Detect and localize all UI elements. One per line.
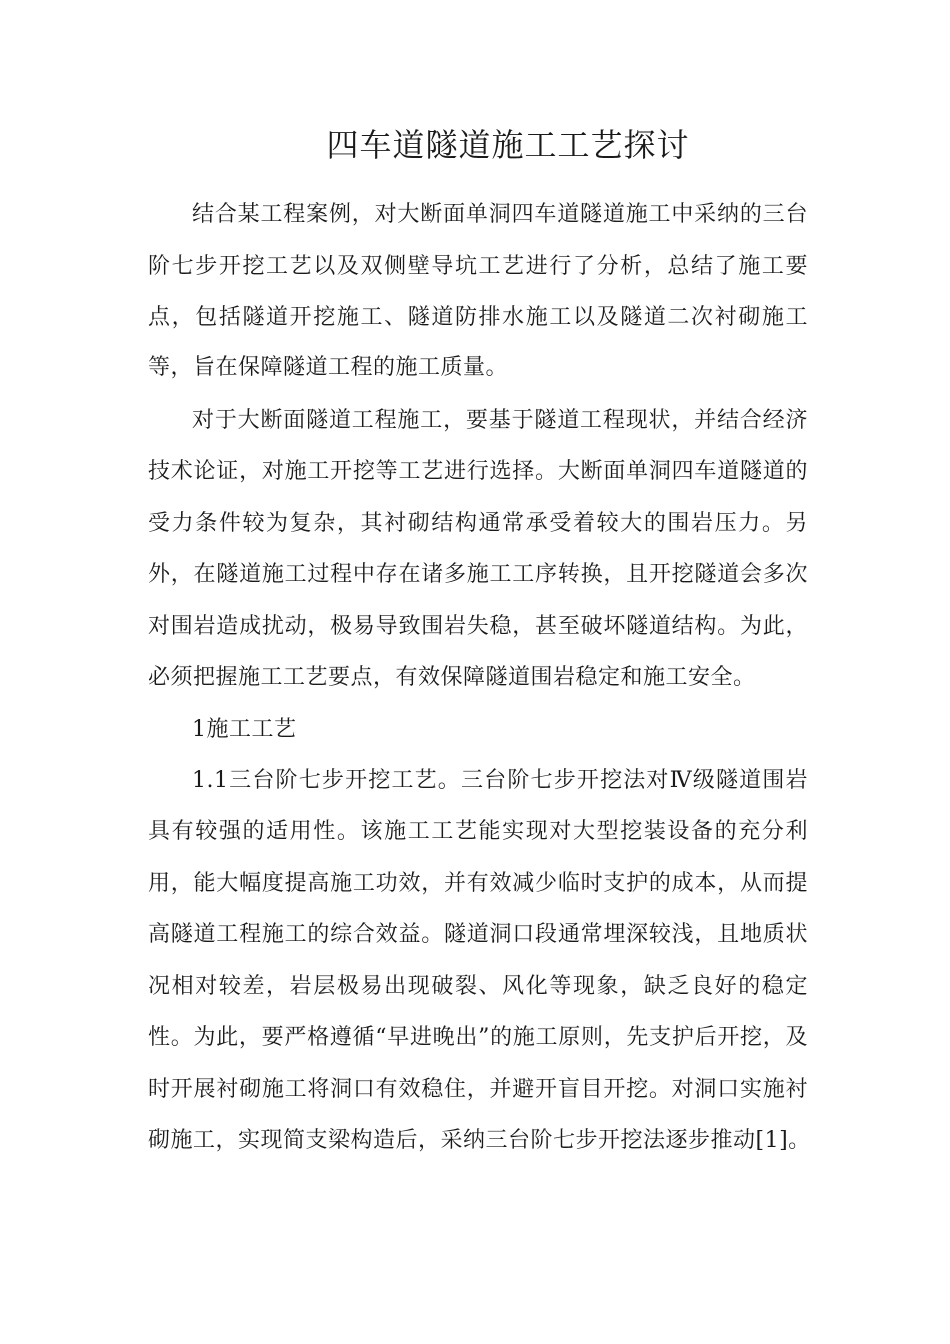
paragraph-line: 外，在隧道施工过程中存在诸多施工工序转换，且开挖隧道会多次 — [148, 562, 808, 587]
paragraph-line: 受力条件较为复杂，其衬砌结构通常承受着较大的围岩压力。另 — [148, 511, 808, 536]
paragraph-line: 砌施工，实现简支梁构造后，采纳三台阶七步开挖法逐步推动[1]。 — [148, 1128, 811, 1153]
paragraph-line: 高隧道工程施工的综合效益。隧道洞口段通常埋深较浅，且地质状 — [148, 922, 808, 947]
paragraph-line: 结合某工程案例，对大断面单洞四车道隧道施工中采纳的三台 — [192, 202, 808, 227]
section-heading: 1施工工艺 — [192, 717, 297, 742]
paragraph-line: 对围岩造成扰动，极易导致围岩失稳，甚至破坏隧道结构。为此， — [148, 614, 808, 639]
paragraph-line: 技术论证，对施工开挖等工艺进行选择。大断面单洞四车道隧道的 — [148, 459, 808, 484]
paragraph-line: 况相对较差，岩层极易出现破裂、风化等现象，缺乏良好的稳定 — [148, 974, 808, 999]
paragraph-line: 具有较强的适用性。该施工工艺能实现对大型挖装设备的充分利 — [148, 819, 808, 844]
document-title: 四车道隧道施工工艺探讨 — [326, 126, 690, 164]
paragraph-line: 对于大断面隧道工程施工，要基于隧道工程现状，并结合经济 — [192, 408, 808, 433]
paragraph-line: 性。为此，要严格遵循“早进晚出”的施工原则，先支护后开挖，及 — [148, 1025, 808, 1050]
paragraph-line: 1.1三台阶七步开挖工艺。三台阶七步开挖法对Ⅳ级隧道围岩 — [192, 768, 808, 793]
paragraph-line: 时开展衬砌施工将洞口有效稳住，并避开盲目开挖。对洞口实施衬 — [148, 1077, 808, 1102]
paragraph-line: 必须把握施工工艺要点，有效保障隧道围岩稳定和施工安全。 — [148, 665, 756, 690]
paragraph-line: 用，能大幅度提高施工功效，并有效减少临时支护的成本，从而提 — [148, 871, 808, 896]
paragraph-line: 等，旨在保障隧道工程的施工质量。 — [148, 355, 509, 380]
paragraph-line: 阶七步开挖工艺以及双侧壁导坑工艺进行了分析，总结了施工要 — [148, 254, 808, 279]
paragraph-line: 点，包括隧道开挖施工、隧道防排水施工以及隧道二次衬砌施工 — [148, 305, 808, 330]
